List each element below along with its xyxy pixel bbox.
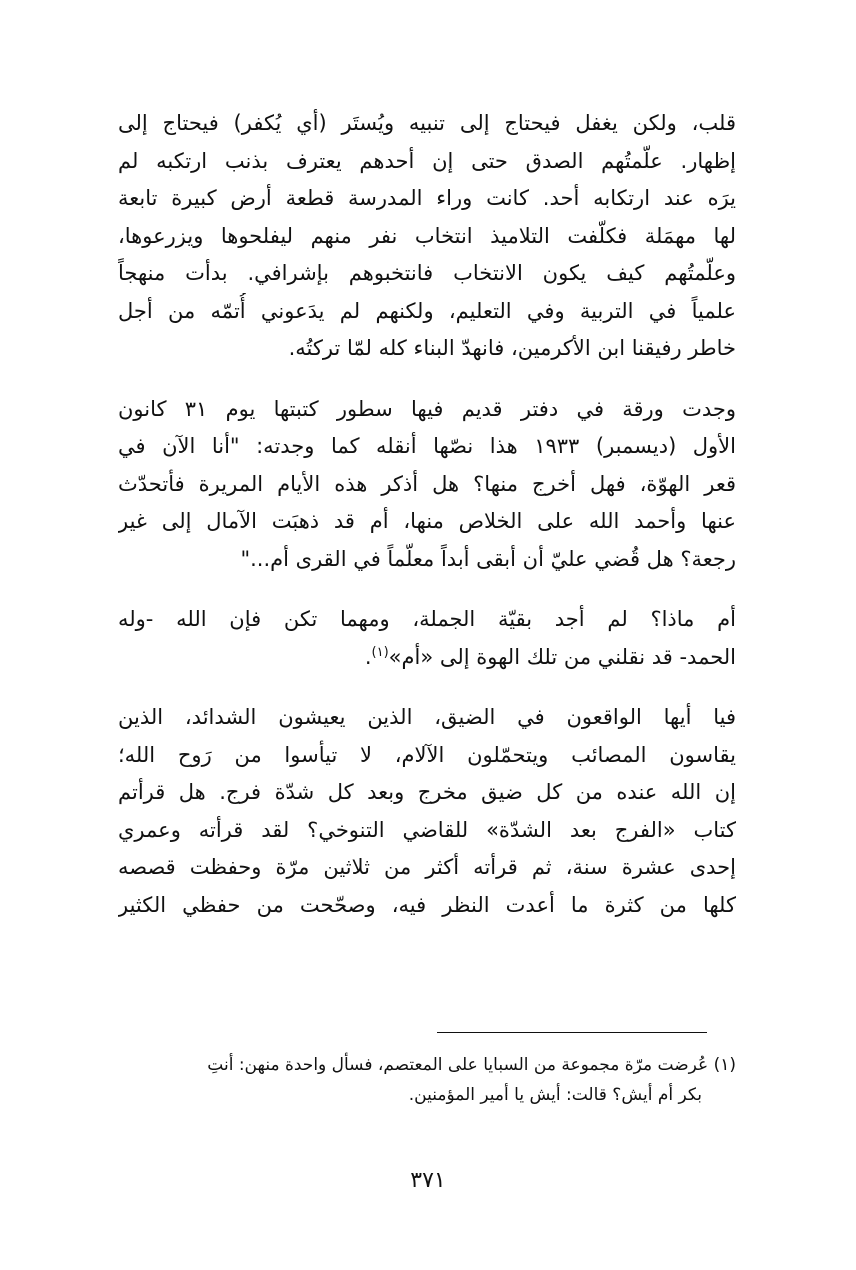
text-line: الأول (ديسمبر) ١٩٣٣ هذا نصّها أنقله كما وجدته: "أنا الآن في: [118, 434, 736, 458]
text-line: كلها من كثرة ما أعدت النظر فيه، وصحّحت من حفظي الكثير: [118, 892, 736, 917]
text-line: يقاسون المصائب ويتحمّلون الآلام، لا تيأسوا من رَوح الله؛: [118, 742, 736, 767]
paragraph-4: [118, 699, 736, 924]
text-line-with-footnote: [118, 639, 736, 677]
text-line: وعلّمتُهم كيف يكون الانتخاب فانتخبوهم بإشرافي. بدأت منهجاً: [118, 261, 736, 285]
text-line: علمياً في التربية وفي التعليم، ولكنهم لم يدَعوني أُتمّه من أجل: [118, 298, 736, 323]
text-line: قلب، ولكن يغفل فيحتاج إلى تنبيه ويُستَر (أي يُكفر) فيحتاج إلى: [118, 111, 736, 135]
footnote: [118, 1050, 736, 1110]
text-line: قعر الهوّة، فهل أخرج منها؟ هل أذكر هذه الأيام المريرة فأتحدّث: [118, 471, 736, 496]
paragraph-1: [118, 105, 736, 368]
text-line: إظهار. علّمتُهم الصدق حتى إن أحدهم يعترف بذنب ارتكبه لم: [118, 148, 736, 173]
text-line: أم ماذا؟ لم أجد بقيّة الجملة، ومهما تكن فإن الله -وله: [118, 607, 736, 631]
paragraph-2: [118, 391, 736, 579]
footnote-separator: [437, 1032, 707, 1033]
text-span: .: [364, 644, 372, 669]
page-number: ٣٧١: [410, 1168, 446, 1193]
paragraph-3: [118, 601, 736, 676]
footnote-line: (١) عُرضت مرّة مجموعة من السبايا على المعتصم، فسأل واحدة منهن: أنتِ: [207, 1055, 736, 1075]
main-text: [118, 105, 736, 947]
text-line: كتاب «الفرج بعد الشدّة» للقاضي التنوخي؟ لقد قرأته وعمري: [118, 817, 736, 842]
text-line: إن الله عنده من كل ضيق مخرج وبعد كل شدّة فرج. هل قرأتم: [118, 780, 736, 804]
text-line: رجعة؟ هل قُضي عليّ أن أبقى أبداً معلّماً في القرى أم...": [240, 546, 736, 571]
text-span: الحمد- قد نقلني من تلك الهوة إلى «أم»: [388, 644, 736, 669]
text-line: إحدى عشرة سنة، ثم قرأته أكثر من ثلاثين مرّة وحفظت قصصه: [118, 855, 736, 879]
text-line: خاطر رفيقنا ابن الأكرمين، فانهدّ البناء كله لمّا تركتُه.: [288, 336, 736, 360]
footnote-reference: (١): [371, 644, 389, 660]
text-line: عنها وأحمد الله على الخلاص منها، أم قد ذهبَت الآمال إلى غير: [118, 509, 736, 533]
text-line: لها مهمَلة فكلّفت التلاميذ انتخاب نفر منهم ليفلحوها ويزرعوها،: [118, 223, 736, 248]
footnote-line: بكر أم أيش؟ قالت: أيش يا أمير المؤمنين.: [408, 1085, 702, 1105]
text-line: وجدت ورقة في دفتر قديم فيها سطور كتبتها يوم ٣١ كانون: [118, 396, 736, 421]
text-line: فيا أيها الواقعون في الضيق، الذين يعيشون الشدائد، الذين: [118, 705, 736, 729]
text-line: يرَه عند ارتكابه أحد. كانت وراء المدرسة قطعة أرض كبيرة تابعة: [118, 186, 736, 210]
